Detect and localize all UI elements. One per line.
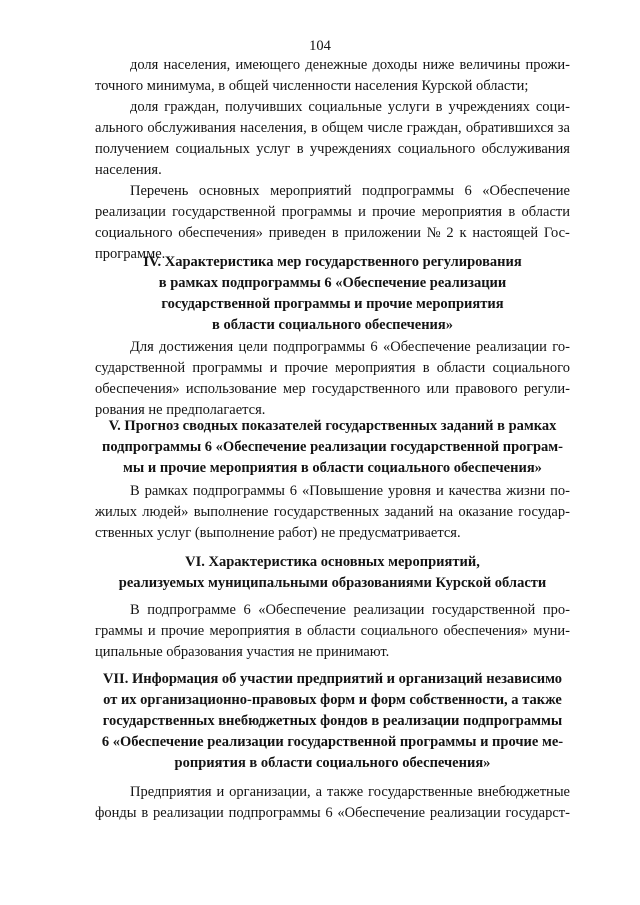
word: мероприятия (335, 360, 416, 376)
word: подпрограммы (362, 183, 454, 199)
word: в (435, 99, 443, 115)
word: социального (492, 360, 570, 376)
page-number: 104 (309, 38, 331, 54)
word: реализации (152, 805, 224, 821)
section4-text-line: рования не предполагается. (95, 402, 266, 418)
section7-text-line (95, 803, 570, 824)
section6-text-line: ципальные образования участия не принимают. (95, 644, 390, 660)
word: оказание (458, 504, 513, 520)
word: государственной (172, 204, 276, 220)
section7-heading-line: государственных внебюджетных фондов в реализации подпрограммы (102, 713, 563, 729)
intro-text-line (95, 202, 570, 223)
word: населения, (163, 57, 231, 73)
word: граждан, (164, 99, 220, 115)
word: реализации (429, 805, 501, 821)
word: 6 (243, 602, 251, 618)
word: 6 (289, 483, 298, 499)
word: мер (282, 381, 306, 397)
word: мероприятия (209, 623, 290, 639)
word: по- (550, 483, 570, 499)
word: доля (130, 57, 159, 73)
word: «Повышение (301, 483, 384, 499)
word: жизни (506, 483, 546, 499)
word: достижения (159, 339, 234, 355)
word: или (426, 381, 450, 397)
word: области (307, 623, 356, 639)
word: за (557, 120, 570, 136)
word: обслуживания (147, 120, 236, 136)
section7-heading-line: VII. Информация об участии предприятий и организаций независимо (102, 671, 563, 687)
word: в (310, 120, 318, 136)
section7-heading-line: от их организационно-правовых форм и форм собственности, а также (103, 692, 562, 708)
word: подпрограммы (228, 805, 321, 821)
word: «Обеспечение (337, 805, 426, 821)
word: учреждениях (309, 141, 392, 157)
word: обеспечения» (95, 381, 180, 397)
section5-text-line (130, 481, 570, 502)
word: и (216, 784, 225, 800)
intro-text-line (130, 181, 570, 202)
word: «Обеспечение (482, 183, 570, 199)
word: жилых (95, 504, 138, 520)
word: муни- (533, 623, 570, 639)
word: Гос- (543, 225, 570, 241)
word: 6 (370, 339, 378, 355)
word: государ- (518, 504, 570, 520)
word: «Обеспечение (383, 339, 471, 355)
section4-text-line (130, 337, 570, 358)
word: Предприятия (130, 784, 212, 800)
word: государст- (505, 805, 570, 821)
word: в (508, 204, 516, 220)
word: денежные (305, 57, 368, 73)
word: граждан, (406, 120, 462, 136)
section6-heading-line: реализуемых муниципальными образованиями Курской области (118, 575, 547, 591)
word: Перечень (130, 183, 189, 199)
word: ниже (422, 57, 455, 73)
word: и (269, 360, 278, 376)
word: подпрограммы (273, 339, 366, 355)
section7-heading-line: роприятия в области социального обеспечения» (174, 755, 491, 771)
word: реализации (476, 339, 547, 355)
word: приложении (344, 225, 421, 241)
word: получивших (225, 99, 303, 115)
word: и (147, 623, 156, 639)
word: 2 (446, 225, 454, 241)
word: услуг (256, 141, 291, 157)
word: области (436, 360, 486, 376)
word: государственные (368, 784, 473, 800)
word: организации, (229, 784, 311, 800)
intro-text-line (130, 55, 570, 76)
section6-heading-line: VI. Характеристика основных мероприятий, (185, 554, 480, 570)
word: получением (95, 141, 170, 157)
section7-text-line (130, 782, 570, 803)
section4-heading-line: в рамках подпрограммы 6 «Обеспечение реализации (158, 275, 507, 291)
word: качества (448, 483, 502, 499)
word: «Обеспечение (258, 602, 346, 618)
word: Для (130, 339, 154, 355)
word: рамках (144, 483, 188, 499)
word: правового (455, 381, 518, 397)
word: прочие (284, 360, 328, 376)
word: обеспечения» (443, 623, 528, 639)
word: В (130, 602, 140, 618)
word: цели (238, 339, 268, 355)
section5-heading-line: V. Прогноз сводных показателей государственных заданий в рамках (108, 418, 557, 434)
word: реализации (95, 204, 166, 220)
intro-text-line: программе. (95, 246, 166, 262)
word: общем (321, 120, 364, 136)
section5-text-line (95, 502, 570, 523)
section4-heading-line: государственной программы и прочие мероприятия (161, 296, 504, 312)
word: подпрограммы (192, 483, 285, 499)
word: использование (185, 381, 277, 397)
word: учреждениях (448, 99, 530, 115)
word: прочие (372, 204, 416, 220)
word: а (315, 784, 323, 800)
section4-text-line (95, 358, 570, 379)
section5-text-line: ственных услуг (выполнение работ) не предусматривается. (95, 525, 461, 541)
word: внебюджетные (477, 784, 570, 800)
word: мероприятий (270, 183, 352, 199)
word: государственных (273, 504, 380, 520)
word: на (438, 504, 454, 520)
word: и (435, 483, 444, 499)
word: также (326, 784, 364, 800)
word: регули- (523, 381, 570, 397)
word: социальных (175, 141, 250, 157)
word: социального (95, 225, 173, 241)
word: населения, (240, 120, 307, 136)
word: в (141, 805, 149, 821)
word: уровня (388, 483, 432, 499)
word: основных (198, 183, 260, 199)
word: прожи- (525, 57, 570, 73)
word: про- (542, 602, 570, 618)
word: граммы (95, 623, 143, 639)
word: социальные (308, 99, 382, 115)
word: фонды (95, 805, 137, 821)
word: в (294, 623, 302, 639)
word: социального (360, 623, 439, 639)
word: числе (367, 120, 403, 136)
word: № (426, 225, 441, 241)
word: реализации (353, 602, 425, 618)
word: доходы (372, 57, 418, 73)
section6-text-line (95, 621, 570, 642)
intro-text-line (95, 139, 570, 160)
word: настоящей (472, 225, 539, 241)
intro-text-line (95, 223, 570, 244)
section4-text-line (95, 379, 570, 400)
section7-heading-line: 6 «Обеспечение реализации государственной программы и прочие ме- (101, 734, 564, 750)
word: государственного (311, 381, 421, 397)
word: сударственной (95, 360, 186, 376)
word: обслуживания (481, 141, 570, 157)
word: имеющего (235, 57, 301, 73)
word: выполнение (193, 504, 269, 520)
word: обратившихся (465, 120, 554, 136)
word: к (459, 225, 467, 241)
word: программы (281, 204, 352, 220)
word: социального (397, 141, 476, 157)
word: в (422, 360, 430, 376)
word: людей» (142, 504, 189, 520)
word: соци- (535, 99, 570, 115)
word: го- (552, 339, 570, 355)
intro-text-line: точного минимума, в общей численности населения Курской области; (95, 78, 529, 94)
word: области (521, 204, 570, 220)
word: государственной (431, 602, 536, 618)
section5-heading-line: подпрограммы 6 «Обеспечение реализации государственной програм- (102, 439, 563, 455)
word: В (130, 483, 140, 499)
section6-text-line (130, 600, 570, 621)
word: доля (130, 99, 159, 115)
intro-text-line (95, 118, 570, 139)
word: обеспечения» (178, 225, 263, 241)
word: и (358, 204, 366, 220)
word: мероприятия (421, 204, 503, 220)
word: величины (459, 57, 521, 73)
word: 6 (325, 805, 333, 821)
word: приведен (268, 225, 327, 241)
word: заданий (384, 504, 434, 520)
word: прочие (160, 623, 205, 639)
section4-heading-line: IV. Характеристика мер государственного регулирования (143, 254, 522, 270)
section5-heading-line: мы и прочие мероприятия в области социального обеспечения» (123, 460, 542, 476)
intro-text-line (130, 97, 570, 118)
intro-text-line: населения. (95, 162, 162, 178)
word: подпрограмме (147, 602, 236, 618)
section4-heading-line: в области социального обеспечения» (212, 317, 453, 333)
word: программы (192, 360, 263, 376)
word: ального (95, 120, 144, 136)
word: 6 (464, 183, 472, 199)
word: в (331, 225, 339, 241)
word: услуги (387, 99, 430, 115)
word: в (296, 141, 304, 157)
